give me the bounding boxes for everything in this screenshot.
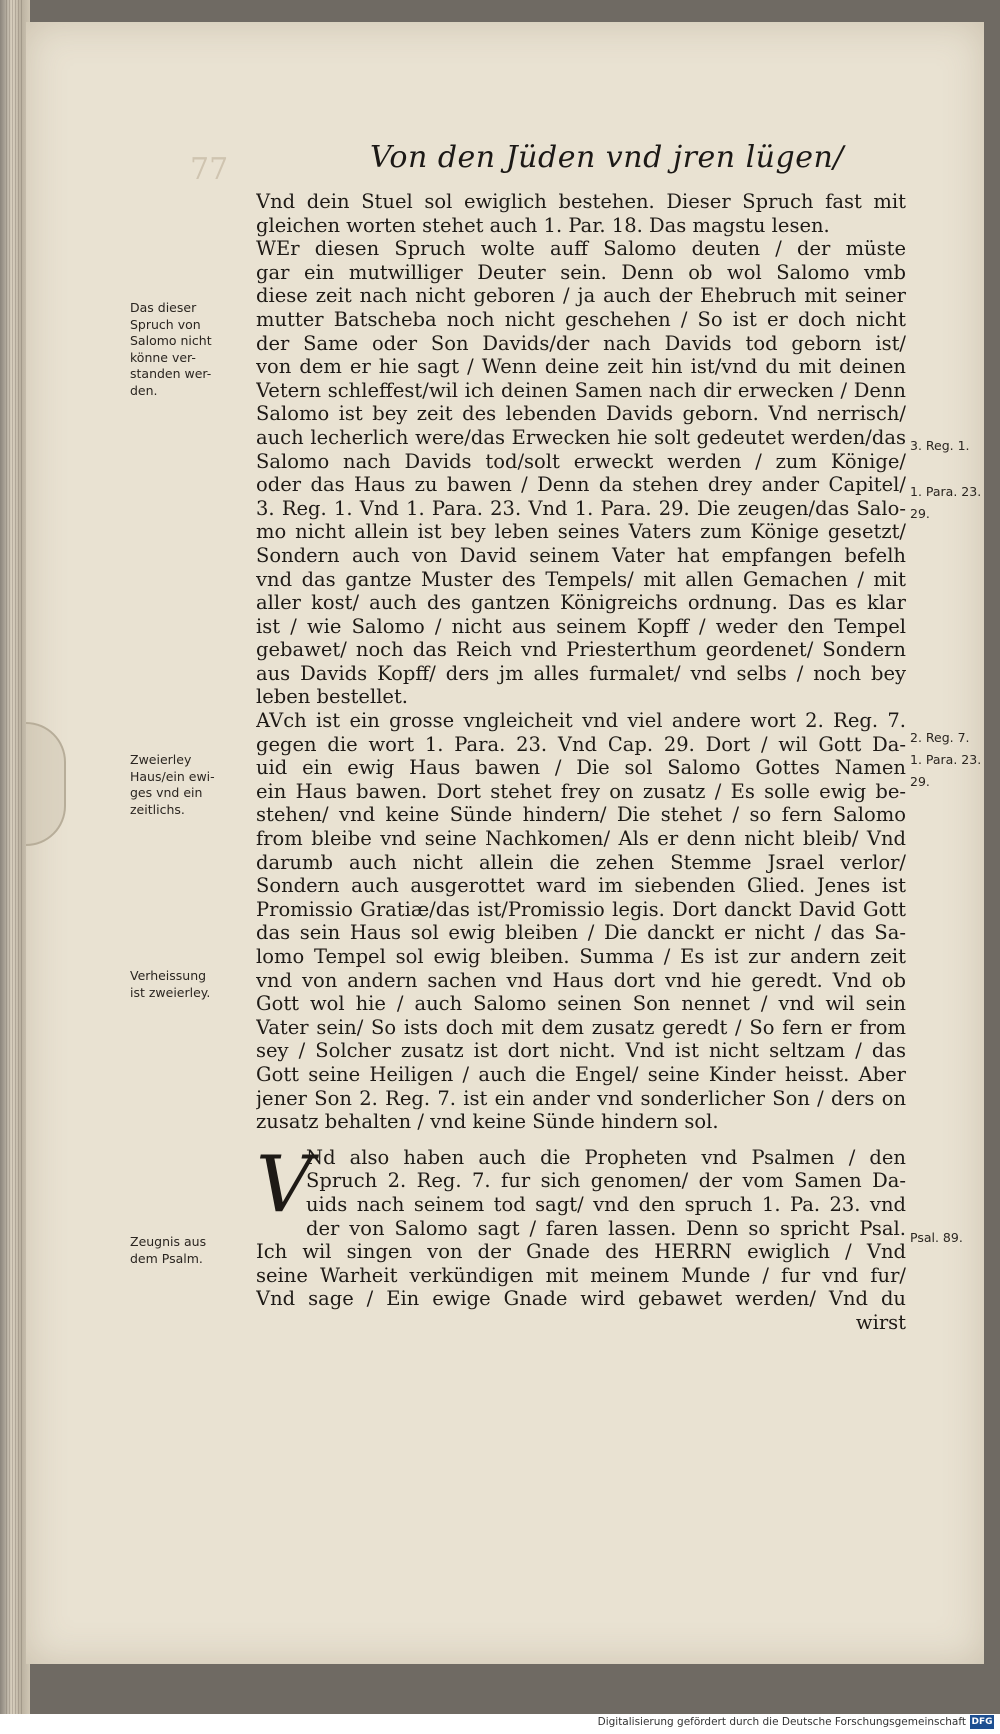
marginal-reference-line: 1. Para. 23. [910, 484, 982, 499]
marginal-note-line: Zweierley [130, 752, 192, 767]
marginal-note-line: Haus/ein ewi- [130, 768, 215, 784]
text-line: Spruch 2. Reg. 7. fur sich genomen/ der vom Samen Da- [306, 1169, 906, 1193]
marginal-note-line: Salomo nicht [130, 333, 212, 348]
marginal-note-line: dem Psalm. [130, 1250, 203, 1266]
marginal-note-line: Verheissung [130, 968, 207, 983]
body-text [256, 190, 906, 1335]
text-line: Salomo nach Davids tod/solt erweckt werden / zum Könige/ [256, 449, 906, 473]
text-line: Sondern auch ausgerottet ward im siebenden Glied. Jenes ist [256, 874, 906, 898]
text-line: ist / wie Salomo / nicht aus seinem Kopff / weder den Tempel [256, 614, 906, 638]
marginal-reference-line: Psal. 89. [910, 1230, 963, 1245]
text-line: Vetern schleffest/wil ich deinen Samen nach dir erwecken / Denn [256, 378, 906, 402]
text-line: der Same oder Son Davids/der nach Davids tod geborn ist/ [256, 331, 906, 355]
text-line: Vnd sage / Ein ewige Gnade wird gebawet werden/ Vnd du [256, 1287, 906, 1311]
text-line: gleichen worten stehet auch 1. Par. 18. Das magstu lesen. [256, 213, 830, 237]
marginal-note-line: Das dieser [130, 300, 197, 315]
footer-credit: Digitalisierung gefördert durch die Deutsche Forschungsgemeinschaft [597, 1716, 966, 1728]
text-line: leben bestellet. [256, 685, 409, 709]
text-line: stehen/ vnd keine Sünde hindern/ Die stehet / so fern Salomo [256, 803, 906, 827]
text-line: gar ein mutwilliger Deuter sein. Denn ob wol Salomo vmb [256, 260, 906, 284]
dfg-logo: DFG [971, 1717, 993, 1727]
text-line: oder das Haus zu bawen / Denn da stehen drey ander Capitel/ [256, 473, 906, 497]
page-tab-mark [26, 722, 66, 846]
marginal-reference [910, 730, 982, 796]
text-line: zusatz behalten / vnd keine Sünde hindern sol. [256, 1110, 719, 1134]
text-line: Gott wol hie / auch Salomo seinen Son nennet / vnd wil sein [256, 992, 906, 1016]
text-line: Vater sein/ So ists doch mit dem zusatz geredt / So fern er from [256, 1015, 906, 1039]
text-line: von dem er hie sagt / Wenn deine zeit hin ist/vnd du mit deinen [256, 355, 906, 379]
marginal-note-line: standen wer- [130, 366, 212, 381]
text-line: from bleibe vnd seine Nachkomen/ Als er denn nicht bleib/ Vnd [256, 827, 906, 851]
marginal-note-line: zeitlichs. [130, 801, 185, 817]
marginal-reference-line: 2. Reg. 7. [910, 730, 970, 745]
text-line: mutter Batscheba noch nicht geschehen / So ist er doch nicht [256, 307, 906, 331]
text-line: das sein Haus sol ewig bleiben / Die danckt er nicht / das Sa- [256, 921, 906, 945]
marginal-note-line: ges vnd ein [130, 785, 203, 800]
text-line: der von Salomo sagt / faren lassen. Denn so spricht Psal. [306, 1216, 906, 1240]
text-line: vnd das gantze Muster des Tempels/ mit allen Gemachen / mit [256, 567, 906, 591]
marginal-note-line: könne ver- [130, 349, 196, 365]
marginal-note-line: ist zweierley. [130, 984, 211, 1000]
show-through-folio: 77 [190, 152, 229, 187]
text-line: sey / Solcher zusatz ist dort nicht. Vnd ist nicht seltzam / das [256, 1039, 906, 1063]
text-line: Salomo ist bey zeit des lebenden Davids geborn. Vnd nerrisch/ [256, 402, 906, 426]
marginal-note-line: Zeugnis aus [130, 1234, 207, 1249]
marginal-note-line: Spruch von [130, 316, 201, 332]
marginal-reference-line: 29. [910, 506, 930, 521]
initial-adjacent-lines [306, 1146, 906, 1217]
paragraph-gap [256, 1134, 906, 1146]
marginal-note [130, 752, 248, 818]
marginal-reference-line: 3. Reg. 1. [910, 438, 970, 453]
marginal-note-line: den. [130, 382, 158, 398]
text-line: jener Son 2. Reg. 7. ist ein ander vnd sonderlicher Son / ders on [256, 1086, 906, 1110]
text-line: AVch ist ein grosse vngleicheit vnd viel andere wort 2. Reg. 7. [256, 709, 906, 733]
text-line: seine Warheit verkündigen mit meinem Munde / fur vnd fur/ [256, 1263, 906, 1287]
text-line: WEr diesen Spruch wolte auff Salomo deuten / der müste [256, 237, 906, 261]
text-line: Nd also haben auch die Propheten vnd Psalmen / den [306, 1145, 906, 1169]
text-line: Ich wil singen von der Gnade des HERRN ewiglich / Vnd [256, 1240, 906, 1264]
text-line: Promissio Gratiæ/das ist/Promissio legis. Dort danckt David Gott [256, 897, 906, 921]
text-line: ein Haus bawen. Dort stehet frey on zusatz / Es solle ewig be- [256, 779, 906, 803]
text-line: Gott seine Heiligen / auch die Engel/ seine Kinder heisst. Aber [256, 1062, 906, 1086]
text-line: auch lecherlich were/das Erwecken hie solt gedeutet werden/das [256, 425, 906, 449]
text-line: uid ein ewig Haus bawen / Die sol Salomo Gottes Namen [256, 756, 906, 780]
text-line: gebawet/ noch das Reich vnd Priesterthum geordenet/ Sondern [256, 638, 906, 662]
marginal-note [130, 300, 248, 399]
text-line: vnd von andern sachen vnd Haus dort vnd hie geredt. Vnd ob [256, 968, 906, 992]
marginal-note [130, 1234, 248, 1267]
text-line: lomo Tempel sol ewig bleiben. Summa / Es ist zur andern zeit [256, 945, 906, 968]
text-line: Sondern auch von David seinem Vater hat empfangen befelh [256, 543, 906, 567]
marginal-reference-line: 1. Para. 23. [910, 752, 982, 767]
text-line: 3. Reg. 1. Vnd 1. Para. 23. Vnd 1. Para. 29. Die zeugen/das Salo- [256, 496, 906, 520]
text-line: darumb auch nicht allein die zehen Stemme Jsrael verlor/ [256, 850, 906, 874]
text-line: aller kost/ auch des gantzen Königreichs ordnung. Das es klar [256, 591, 906, 615]
running-head: Von den Jüden vnd jren lügen/ [370, 140, 844, 175]
text-line: diese zeit nach nicht geboren / ja auch der Ehebruch mit seiner [256, 284, 906, 308]
text-line: gegen die wort 1. Para. 23. Vnd Cap. 29. Dort / wil Gott Da- [256, 732, 906, 756]
marginal-note [130, 968, 248, 1001]
text-line: Vnd dein Stuel sol ewiglich bestehen. Dieser Spruch fast mit [256, 190, 906, 213]
text-line: mo nicht allein ist bey leben seines Vaters zum Könige gesetzt/ [256, 520, 906, 544]
paragraph-psalm [256, 1139, 906, 1335]
decorated-initial: V [256, 1139, 313, 1230]
marginal-reference [910, 1230, 982, 1252]
marginal-reference [910, 484, 982, 528]
catchword: wirst [855, 1310, 906, 1334]
marginal-reference-line: 29. [910, 774, 930, 789]
marginal-reference [910, 438, 982, 460]
text-line: uids nach seinem tod sagt/ vnd den spruch 1. Pa. 23. vnd [306, 1192, 906, 1216]
text-line: aus Davids Kopff/ ders jm alles furmalet/ vnd selbs / noch bey [256, 661, 906, 685]
